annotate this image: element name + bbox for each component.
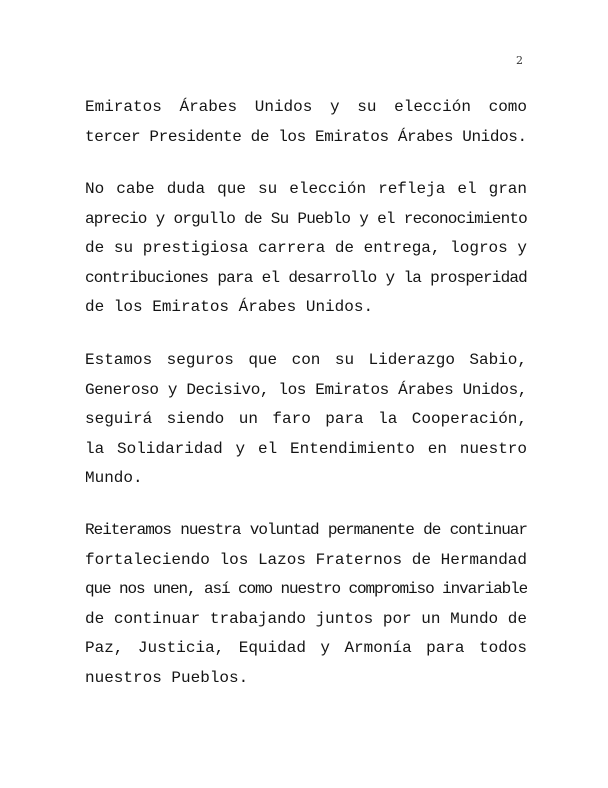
paragraph-line: Generoso y Decisivo, los Emiratos Árabes Unidos, <box>85 380 527 399</box>
paragraph-line: contribuciones para el desarrollo y la prosperidad <box>85 268 527 287</box>
paragraph-3 <box>85 346 527 494</box>
paragraph-line: Paz, Justicia, Equidad y Armonía para todos <box>85 639 527 658</box>
paragraph-line: que nos unen, así como nuestro compromiso invariable <box>85 580 527 599</box>
paragraph-line: Mundo. <box>85 469 143 488</box>
paragraph-line: de su prestigiosa carrera de entrega, logros y <box>85 239 527 258</box>
paragraph-1 <box>85 93 527 152</box>
paragraph-4 <box>85 516 527 694</box>
page-number: 2 <box>516 54 523 67</box>
paragraph-line: fortaleciendo los Lazos Fraternos de Hermandad <box>85 550 527 569</box>
paragraph-line: Reiteramos nuestra voluntad permanente de continuar <box>85 521 527 539</box>
paragraph-line: aprecio y orgullo de Su Pueblo y el reconocimiento <box>85 209 527 228</box>
paragraph-line: Emiratos Árabes Unidos y su elección como <box>85 98 527 116</box>
paragraph-line: No cabe duda que su elección refleja el gran <box>85 180 527 198</box>
paragraph-line: tercer Presidente de los Emiratos Árabes Unidos. <box>85 127 527 146</box>
paragraph-2 <box>85 175 527 323</box>
paragraph-line: nuestros Pueblos. <box>85 668 249 687</box>
paragraph-line: de los Emiratos Árabes Unidos. <box>85 298 374 317</box>
paragraph-line: la Solidaridad y el Entendimiento en nuestro <box>85 439 527 458</box>
paragraph-line: de continuar trabajando juntos por un Mundo de <box>85 609 527 628</box>
paragraph-line: Estamos seguros que con su Liderazgo Sabio, <box>85 351 527 369</box>
paragraph-line: seguirá siendo un faro para la Cooperación, <box>85 410 527 429</box>
